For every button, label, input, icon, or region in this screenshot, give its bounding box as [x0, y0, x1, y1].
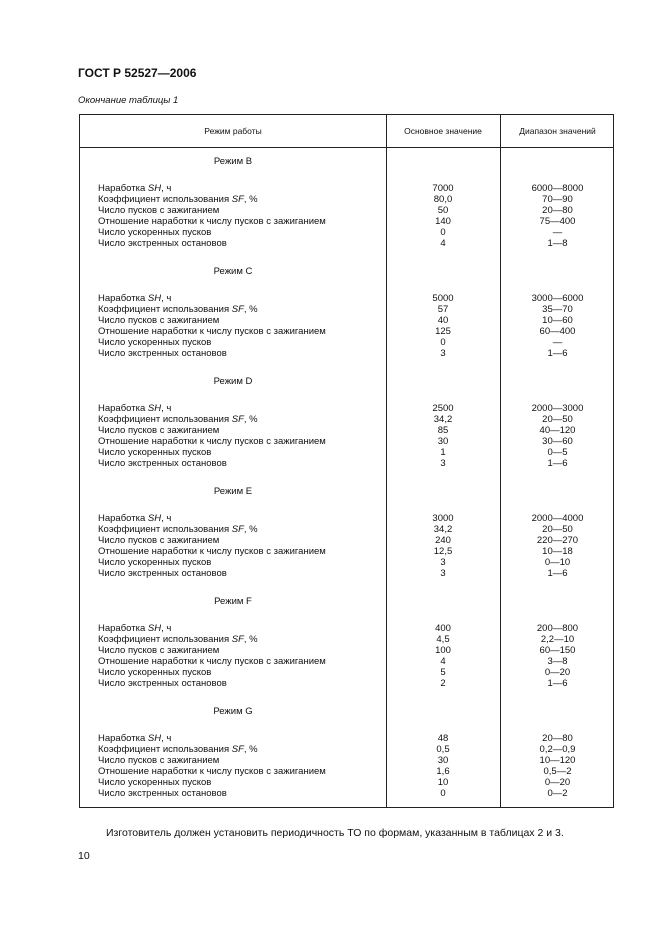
base-value: 140	[435, 216, 451, 227]
base-value: 50	[437, 205, 449, 216]
param-label: Число пусков с зажиганием	[98, 645, 220, 656]
base-value: 30	[437, 436, 449, 447]
param-label: Отношение наработки к числу пусков с зажиганием	[98, 436, 326, 447]
value-range: 3—8	[547, 656, 568, 667]
header-divider	[80, 147, 613, 148]
value-range: —	[552, 227, 563, 238]
value-range: 20—80	[542, 733, 573, 744]
table-row	[80, 744, 613, 755]
base-value: 48	[437, 733, 449, 744]
base-value: 30	[437, 755, 449, 766]
table-row	[80, 447, 613, 458]
value-range: 1—6	[547, 458, 568, 469]
param-label: Число ускоренных пусков	[98, 227, 212, 238]
mode-title: Режим F	[214, 596, 252, 607]
base-value: 3	[440, 458, 446, 469]
base-value: 40	[437, 315, 449, 326]
value-range: 10—120	[539, 755, 576, 766]
base-value: 4,5	[436, 634, 450, 645]
param-label: Число пусков с зажиганием	[98, 425, 220, 436]
mode-title: Режим G	[213, 706, 253, 717]
param-label: Отношение наработки к числу пусков с зажиганием	[98, 216, 326, 227]
table-row	[80, 535, 613, 546]
mode-title: Режим C	[213, 266, 253, 277]
table-row	[80, 513, 613, 524]
param-label: Отношение наработки к числу пусков с зажиганием	[98, 766, 326, 777]
value-range: 220—270	[536, 535, 579, 546]
value-range: 0—5	[547, 447, 568, 458]
table-row	[80, 458, 613, 469]
value-range: 75—400	[539, 216, 576, 227]
table-row	[80, 524, 613, 535]
value-range: 20—50	[542, 524, 573, 535]
base-value: 5	[440, 667, 446, 678]
column-header-value: Основное значение	[404, 126, 482, 136]
value-range: 10—60	[542, 315, 573, 326]
value-range: 1—6	[547, 348, 568, 359]
table-row	[80, 304, 613, 315]
table-row	[80, 623, 613, 634]
base-value: 3	[440, 348, 446, 359]
param-label: Коэффициент использования SF, %	[98, 524, 258, 535]
param-label: Число пусков с зажиганием	[98, 315, 220, 326]
base-value: 7000	[432, 183, 454, 194]
value-range: 0—20	[544, 667, 571, 678]
base-value: 100	[435, 645, 451, 656]
base-value: 240	[435, 535, 451, 546]
value-range: 40—120	[539, 425, 576, 436]
param-label: Наработка SH, ч	[98, 733, 172, 744]
value-range: 60—400	[539, 326, 576, 337]
base-value: 12,5	[433, 546, 453, 557]
value-range: 1—8	[547, 238, 568, 249]
data-table	[79, 114, 614, 808]
param-label: Коэффициент использования SF, %	[98, 194, 258, 205]
param-label: Отношение наработки к числу пусков с зажиганием	[98, 656, 326, 667]
base-value: 3000	[432, 513, 454, 524]
table-row	[80, 194, 613, 205]
base-value: 4	[440, 238, 446, 249]
param-label: Число ускоренных пусков	[98, 447, 212, 458]
value-range: 200—800	[536, 623, 579, 634]
base-value: 0	[440, 788, 446, 799]
param-label: Число ускоренных пусков	[98, 557, 212, 568]
value-range: 6000—8000	[531, 183, 584, 194]
mode-title: Режим D	[213, 376, 253, 387]
value-range: 10—18	[542, 546, 573, 557]
base-value: 400	[435, 623, 451, 634]
table-row	[80, 766, 613, 777]
param-label: Число пусков с зажиганием	[98, 535, 220, 546]
value-range: —	[552, 337, 563, 348]
param-label: Наработка SH, ч	[98, 623, 172, 634]
base-value: 5000	[432, 293, 454, 304]
param-label: Число ускоренных пусков	[98, 777, 212, 788]
column-header-range: Диапазон значений	[519, 126, 596, 136]
param-label: Коэффициент использования SF, %	[98, 414, 258, 425]
value-range: 0,2—0,9	[539, 744, 576, 755]
value-range: 30—60	[542, 436, 573, 447]
table-row	[80, 414, 613, 425]
table-row	[80, 733, 613, 744]
column-header-mode: Режим работы	[204, 126, 262, 136]
table-row	[80, 634, 613, 645]
param-label: Отношение наработки к числу пусков с зажиганием	[98, 326, 326, 337]
table-row	[80, 436, 613, 447]
table-row	[80, 546, 613, 557]
value-range: 0,5—2	[543, 766, 572, 777]
base-value: 0	[440, 337, 446, 348]
param-label: Наработка SH, ч	[98, 513, 172, 524]
value-range: 3000—6000	[531, 293, 584, 304]
param-label: Число экстренных остановов	[98, 238, 227, 249]
value-range: 0—10	[544, 557, 571, 568]
table-row	[80, 667, 613, 678]
value-range: 0—20	[544, 777, 571, 788]
value-range: 0—2	[547, 788, 568, 799]
value-range: 20—50	[542, 414, 573, 425]
table-row	[80, 348, 613, 359]
value-range: 1—6	[547, 568, 568, 579]
param-label: Число пусков с зажиганием	[98, 755, 220, 766]
table-row	[80, 656, 613, 667]
base-value: 85	[437, 425, 449, 436]
param-label: Число ускоренных пусков	[98, 337, 212, 348]
table-row	[80, 645, 613, 656]
param-label: Число экстренных остановов	[98, 568, 227, 579]
table-row	[80, 205, 613, 216]
param-label: Коэффициент использования SF, %	[98, 304, 258, 315]
table-row	[80, 337, 613, 348]
value-range: 1—6	[547, 678, 568, 689]
standard-title: ГОСТ Р 52527—2006	[78, 66, 197, 80]
base-value: 0,5	[436, 744, 450, 755]
base-value: 34,2	[433, 524, 453, 535]
param-label: Число экстренных остановов	[98, 348, 227, 359]
table-row	[80, 326, 613, 337]
base-value: 1	[440, 447, 446, 458]
param-label: Число экстренных остановов	[98, 458, 227, 469]
table-row	[80, 183, 613, 194]
base-value: 2500	[432, 403, 454, 414]
table-row	[80, 227, 613, 238]
table-row	[80, 788, 613, 799]
table-row	[80, 403, 613, 414]
base-value: 34,2	[433, 414, 453, 425]
table-row	[80, 755, 613, 766]
base-value: 2	[440, 678, 446, 689]
value-range: 2,2—10	[540, 634, 575, 645]
table-row	[80, 557, 613, 568]
param-label: Число экстренных остановов	[98, 678, 227, 689]
base-value: 10	[437, 777, 449, 788]
mode-title: Режим E	[213, 486, 253, 497]
value-range: 2000—3000	[531, 403, 584, 414]
table-row	[80, 315, 613, 326]
value-range: 60—150	[539, 645, 576, 656]
table-row	[80, 238, 613, 249]
table-row	[80, 777, 613, 788]
param-label: Наработка SH, ч	[98, 183, 172, 194]
page-number: 10	[78, 850, 90, 862]
value-range: 2000—4000	[531, 513, 584, 524]
base-value: 3	[440, 557, 446, 568]
param-label: Коэффициент использования SF, %	[98, 634, 258, 645]
param-label: Число пусков с зажиганием	[98, 205, 220, 216]
base-value: 1,6	[436, 766, 450, 777]
value-range: 70—90	[542, 194, 573, 205]
footnote-text: Изготовитель должен установить периодичность ТО по формам, указанным в таблицах 2 и 3.	[106, 827, 564, 839]
param-label: Отношение наработки к числу пусков с зажиганием	[98, 546, 326, 557]
base-value: 0	[440, 227, 446, 238]
value-range: 35—70	[542, 304, 573, 315]
param-label: Коэффициент использования SF, %	[98, 744, 258, 755]
param-label: Число ускоренных пусков	[98, 667, 212, 678]
base-value: 3	[440, 568, 446, 579]
mode-title: Режим B	[213, 156, 253, 167]
base-value: 4	[440, 656, 446, 667]
table-row	[80, 425, 613, 436]
base-value: 80,0	[433, 194, 453, 205]
table-row	[80, 568, 613, 579]
base-value: 57	[437, 304, 449, 315]
base-value: 125	[435, 326, 451, 337]
param-label: Наработка SH, ч	[98, 293, 172, 304]
table-caption: Окончание таблицы 1	[78, 95, 179, 106]
value-range: 20—80	[542, 205, 573, 216]
table-row	[80, 216, 613, 227]
param-label: Наработка SH, ч	[98, 403, 172, 414]
table-row	[80, 293, 613, 304]
param-label: Число экстренных остановов	[98, 788, 227, 799]
table-row	[80, 678, 613, 689]
